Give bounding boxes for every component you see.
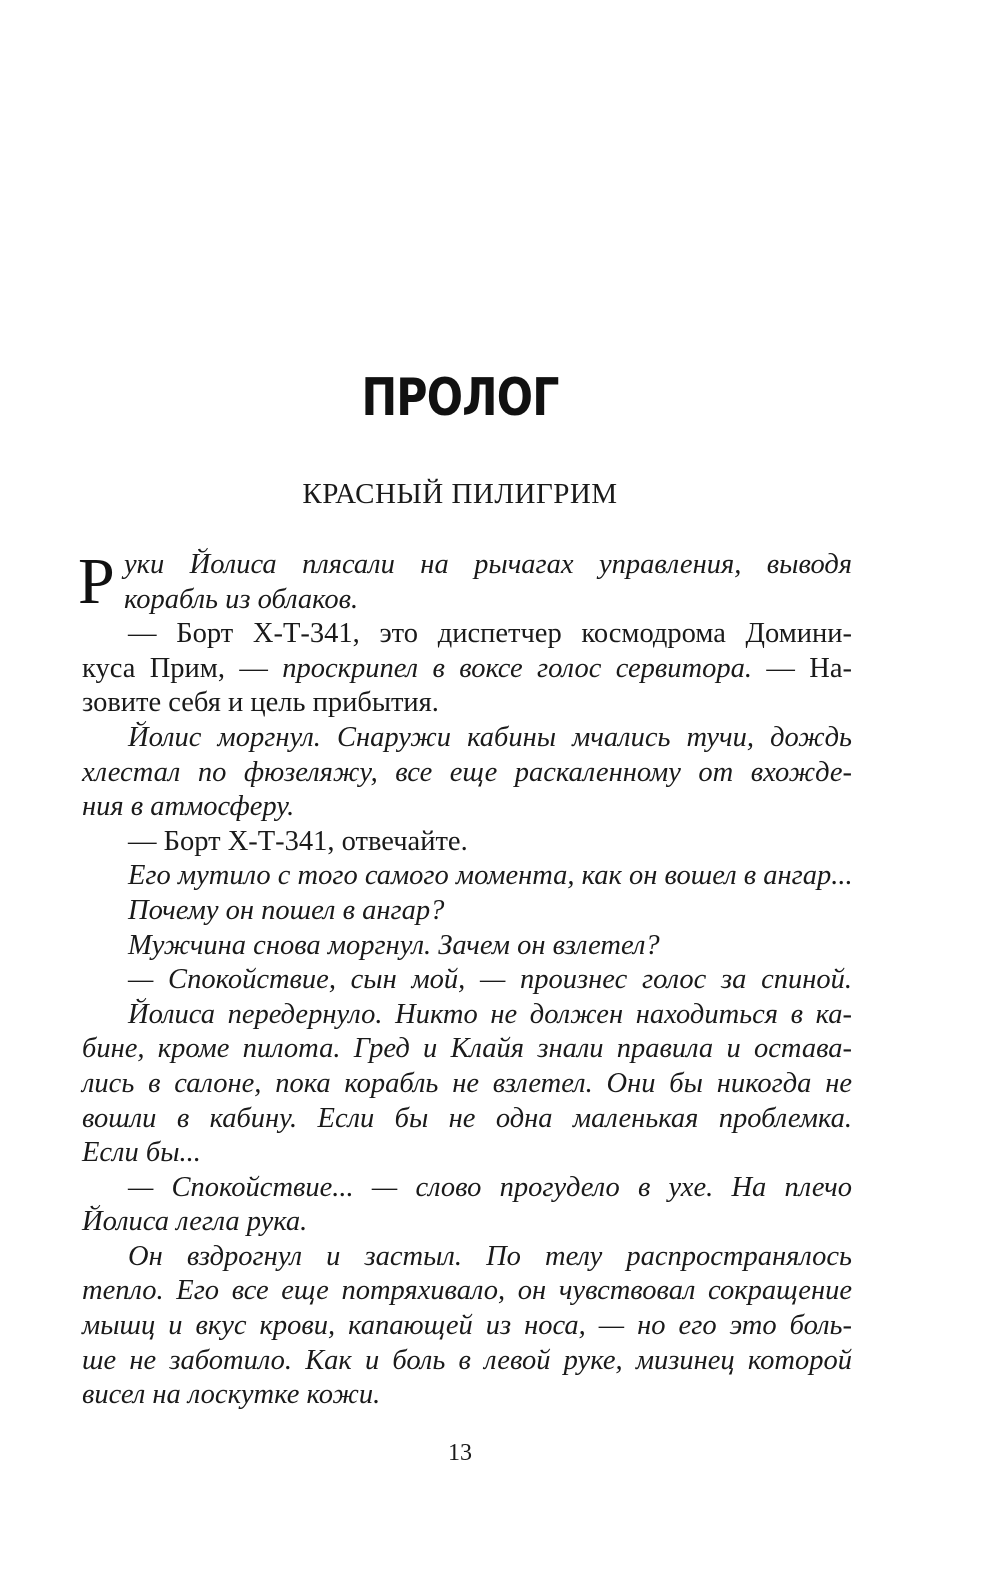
text-line: вошли в кабину. Если бы не одна маленькая проблемка. <box>82 1102 852 1134</box>
text-line: ше не заботило. Как и боль в левой руке, мизинец которой <box>82 1344 852 1376</box>
text-run: куса Прим, — <box>82 652 283 684</box>
text-line: Почему он пошел в ангар? <box>128 894 445 926</box>
text-line: Мужчина снова моргнул. Зачем он взлетел? <box>128 929 660 961</box>
text-line: Если бы... <box>82 1137 201 1169</box>
text-line: уки Йолиса плясали на рычагах управления, выводя <box>124 549 852 580</box>
drop-cap: Р <box>78 545 115 618</box>
text-line: лись в салоне, пока корабль не взлетел. Они бы никогда не <box>82 1067 852 1099</box>
chapter-subtitle: КРАСНЫЙ ПИЛИГРИМ <box>302 478 618 510</box>
text-run-italic: проскрипел в воксе голос сервитора. <box>282 652 752 684</box>
text-line: мышц и вкус крови, капающей из носа, — но его это боль- <box>82 1310 852 1342</box>
opening-paragraph <box>78 545 852 618</box>
text-line: Он вздрогнул и застыл. По телу распространялось <box>128 1240 852 1272</box>
text-line: ния в атмосферу. <box>82 791 295 823</box>
text-line: Йолис моргнул. Снаружи кабины мчались тучи, дождь <box>128 721 852 753</box>
text-line: зовите себя и цель прибытия. <box>82 687 439 719</box>
text-line <box>82 652 852 687</box>
text-line: Йолиса легла рука. <box>82 1206 308 1238</box>
page-number: 13 <box>448 1440 472 1466</box>
text-line: тепло. Его все еще потряхивало, он чувствовал сокращение <box>82 1275 852 1307</box>
chapter-title: ПРОЛОГ <box>361 368 559 428</box>
text-line: — Борт Х-Т-341, это диспетчер космодрома Домини- <box>128 618 852 650</box>
text-line: висел на лоскутке кожи. <box>82 1379 381 1411</box>
text-line: корабль из облаков. <box>124 583 359 615</box>
text-line: Йолиса передернуло. Никто не должен находиться в ка- <box>128 998 852 1030</box>
text-line: Его мутило с того самого момента, как он вошел в ангар... <box>128 860 853 892</box>
body-text <box>78 545 853 1413</box>
text-line: — Спокойствие, сын мой, — произнес голос за спиной. <box>128 964 852 996</box>
text-run: — На- <box>751 652 852 684</box>
text-line: — Борт Х-Т-341, отвечайте. <box>128 825 468 857</box>
text-line: хлестал по фюзеляжу, все еще раскаленному от вхожде- <box>82 756 852 788</box>
text-line: бине, кроме пилота. Гред и Клайя знали правила и остава- <box>82 1033 852 1065</box>
text-line: — Спокойствие... — слово прогудело в ухе. На плечо <box>128 1171 852 1203</box>
